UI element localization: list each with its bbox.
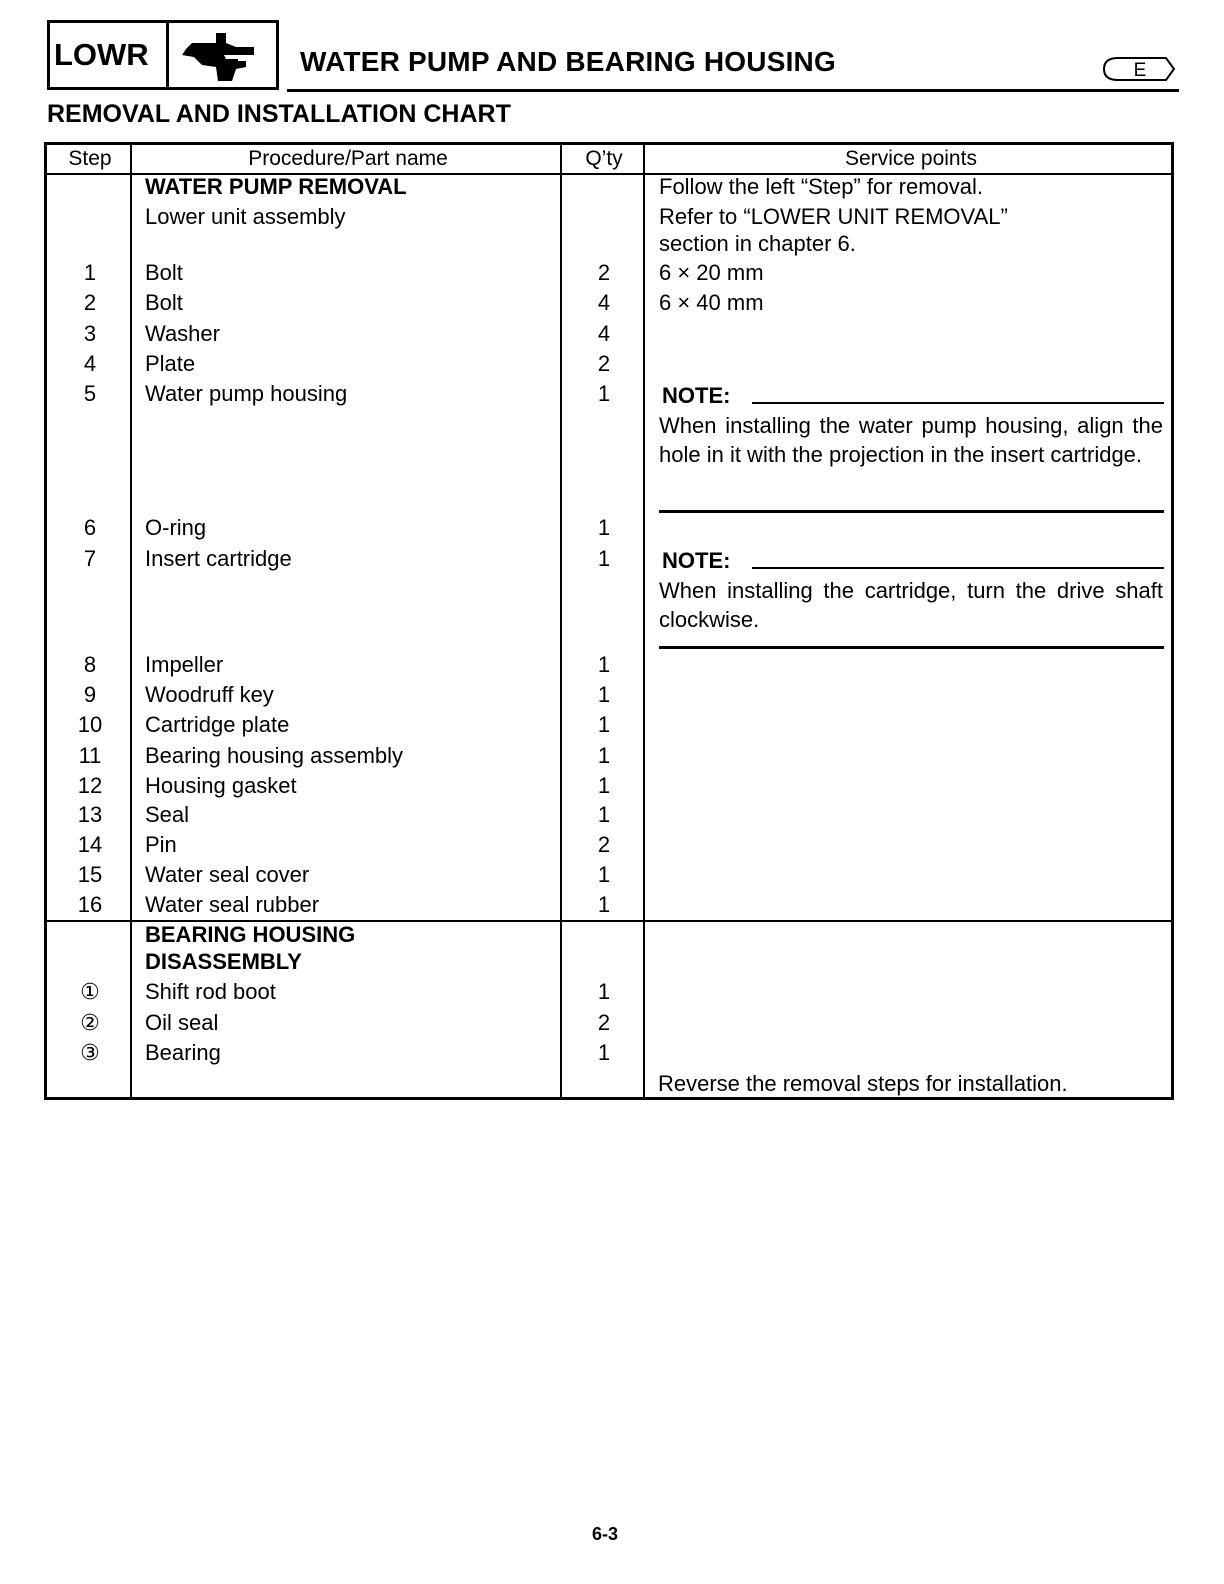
section-tab (47, 20, 279, 90)
part-name: Seal (145, 802, 190, 827)
part-name: O-ring (145, 515, 207, 540)
step-number: ② (80, 1010, 100, 1035)
quantity: 4 (597, 321, 611, 346)
step-number: 16 (77, 892, 103, 917)
quantity: 1 (597, 802, 611, 827)
quantity: 1 (597, 773, 611, 798)
part-name: Pin (145, 832, 177, 857)
quantity: 1 (597, 979, 611, 1004)
step-number: 12 (77, 773, 103, 798)
note-rule (752, 402, 1164, 404)
quantity: 2 (597, 351, 611, 376)
hand-pointing-icon (172, 25, 276, 87)
part-name: Washer (145, 321, 220, 346)
col-header-part: Procedure/Part name (248, 147, 448, 170)
col-header-service: Service points (845, 147, 977, 170)
part-name: Shift rod boot (145, 979, 276, 1004)
quantity: 1 (597, 1040, 611, 1065)
step-number: 13 (77, 802, 103, 827)
step-number: 11 (78, 743, 102, 768)
col-divider (560, 145, 562, 1097)
part-name: Cartridge plate (145, 712, 290, 737)
quantity: 1 (597, 712, 611, 737)
part-name: Bearing housing assembly (145, 743, 404, 768)
step-number: 8 (83, 652, 97, 677)
part-name: Water seal cover (145, 862, 310, 887)
part-name: Woodruff key (145, 682, 274, 707)
step-number: 6 (83, 515, 97, 540)
step-number: 7 (83, 546, 97, 571)
quantity: 4 (597, 290, 611, 315)
page-number: 6-3 (592, 1524, 619, 1544)
step-number: ③ (80, 1040, 100, 1065)
step-number: 10 (77, 712, 103, 737)
step-number: 1 (83, 260, 97, 285)
service-point: 6 × 20 mm (659, 260, 764, 285)
part-name: Water seal rubber (145, 892, 320, 917)
step-number: ① (80, 979, 100, 1004)
step-number: 3 (83, 321, 97, 346)
service-point: 6 × 40 mm (659, 290, 764, 315)
quantity: 2 (597, 260, 611, 285)
note-end-rule (659, 510, 1164, 513)
group-title: WATER PUMP REMOVAL (145, 174, 407, 199)
part-name: Housing gasket (145, 773, 297, 798)
note-label: NOTE: (662, 383, 731, 408)
col-header-step: Step (68, 147, 112, 170)
quantity: 2 (597, 832, 611, 857)
group-title: BEARING HOUSING (145, 922, 356, 947)
part-name: Bolt (145, 260, 183, 285)
col-divider (130, 145, 132, 1097)
title-rule (287, 89, 1179, 92)
note-label: NOTE: (662, 548, 731, 573)
part-name: Oil seal (145, 1010, 219, 1035)
part-name: Bearing (145, 1040, 221, 1065)
note-end-rule (659, 646, 1164, 649)
note-text: When installing the cartridge, turn the drive shaft clockwise. (659, 578, 1163, 632)
service-point: section in chapter 6. (659, 231, 856, 256)
quantity: 1 (597, 862, 611, 887)
col-header-qty: Q’ty (585, 147, 623, 170)
service-point: Refer to “LOWER UNIT REMOVAL” (659, 204, 1008, 229)
quantity: 1 (597, 743, 611, 768)
step-number: 2 (83, 290, 97, 315)
part-name: Insert cartridge (145, 546, 292, 571)
removal-installation-table (44, 142, 1174, 1100)
step-number: 5 (83, 381, 97, 406)
quantity: 1 (597, 682, 611, 707)
step-number: 14 (77, 832, 103, 857)
part-name: Impeller (145, 652, 224, 677)
language-badge-label: E (1133, 60, 1147, 81)
part-name: Lower unit assembly (145, 204, 346, 229)
quantity: 1 (597, 381, 611, 406)
quantity: 1 (597, 892, 611, 917)
quantity: 2 (597, 1010, 611, 1035)
part-name: Water pump housing (145, 381, 348, 406)
section-code: LOWR (50, 23, 169, 87)
service-point: Reverse the removal steps for installation. (658, 1071, 1068, 1096)
col-divider (643, 145, 645, 1097)
language-badge (1100, 56, 1176, 82)
quantity: 1 (597, 546, 611, 571)
note-text: When installing the water pump housing, align the hole in it with the projection in the insert cartridge. (659, 413, 1163, 467)
page-title: WATER PUMP AND BEARING HOUSING (300, 46, 836, 77)
note-rule (752, 567, 1164, 569)
quantity: 1 (597, 652, 611, 677)
group-title: DISASSEMBLY (145, 949, 302, 974)
part-name: Bolt (145, 290, 183, 315)
service-point: Follow the left “Step” for removal. (659, 174, 984, 199)
chart-subtitle: REMOVAL AND INSTALLATION CHART (47, 100, 511, 128)
step-number: 4 (83, 351, 97, 376)
quantity: 1 (597, 515, 611, 540)
part-name: Plate (145, 351, 196, 376)
step-number: 15 (77, 862, 103, 887)
step-number: 9 (83, 682, 97, 707)
